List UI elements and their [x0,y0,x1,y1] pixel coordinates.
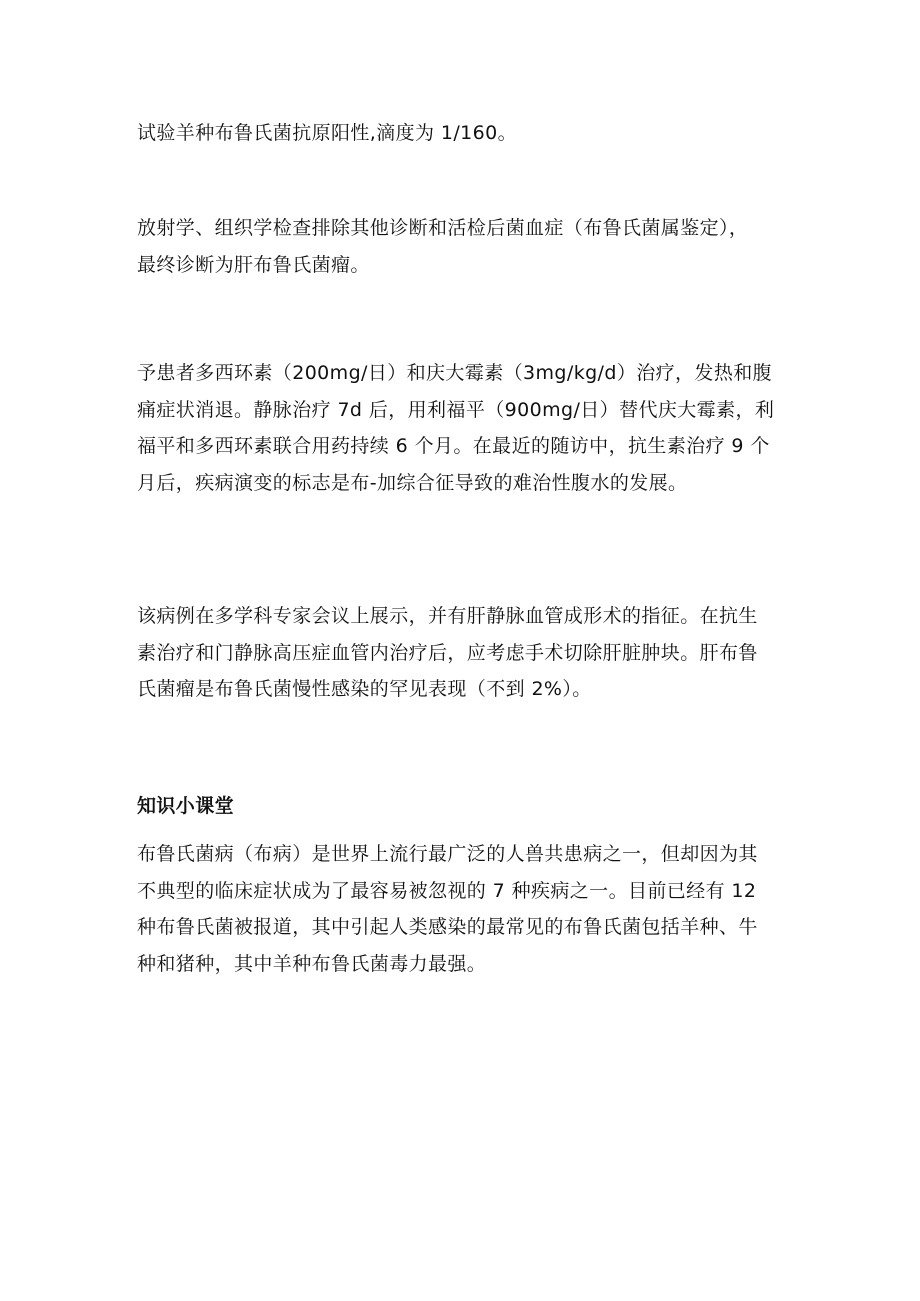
text-line: 试验羊种布鲁氏菌抗原阳性,滴度为 1/160。 [137,122,518,144]
text-line: 素治疗和门静脉高压症血管内治疗后，应考虑手术切除肝脏肿块。肝布鲁 [137,641,758,664]
text-line: 种和猪种，其中羊种布鲁氏菌毒力最强。 [137,952,487,975]
text-line: 种布鲁氏菌被报道，其中引起人类感染的最常见的布鲁氏菌包括羊种、牛 [137,916,758,938]
text-line: 放射学、组织学检查排除其他诊断和活检后菌血症（布鲁氏菌属鉴定）， [137,217,749,239]
text-line: 该病例在多学科专家会议上展示，并有肝静脉血管成形术的指征。在抗生 [137,605,758,627]
text-line: 福平和多西环素联合用药持续 6 个月。在最近的随访中，抗生素治疗 9 个 [137,435,770,457]
text-line: 布鲁氏菌病（布病）是世界上流行最广泛的人兽共患病之一，但却因为其 [137,843,758,865]
text-line: 最终诊断为肝布鲁氏菌瘤。 [137,253,370,276]
paragraph-diagnosis [137,210,797,283]
paragraph-treatment [137,355,797,501]
section-heading: 知识小课堂 [137,795,235,817]
paragraph-knowledge [137,836,797,982]
text-line: 不典型的临床症状成为了最容易被忽视的 7 种疾病之一。目前已经有 12 [137,879,757,902]
text-line: 氏菌瘤是布鲁氏菌慢性感染的罕见表现（不到 2%）。 [137,678,592,700]
text-line: 痛症状消退。静脉治疗 7d 后，用利福平（900mg/日）替代庆大霉素，利 [137,398,775,421]
paragraph-antigen-result [137,115,797,152]
text-line: 月后，疾病演变的标志是布-加综合征导致的难治性腹水的发展。 [137,471,688,494]
text-line: 予患者多西环素（200mg/日）和庆大霉素（3mg/kg/d）治疗，发热和腹 [137,362,773,384]
paragraph-case-discussion [137,598,797,708]
